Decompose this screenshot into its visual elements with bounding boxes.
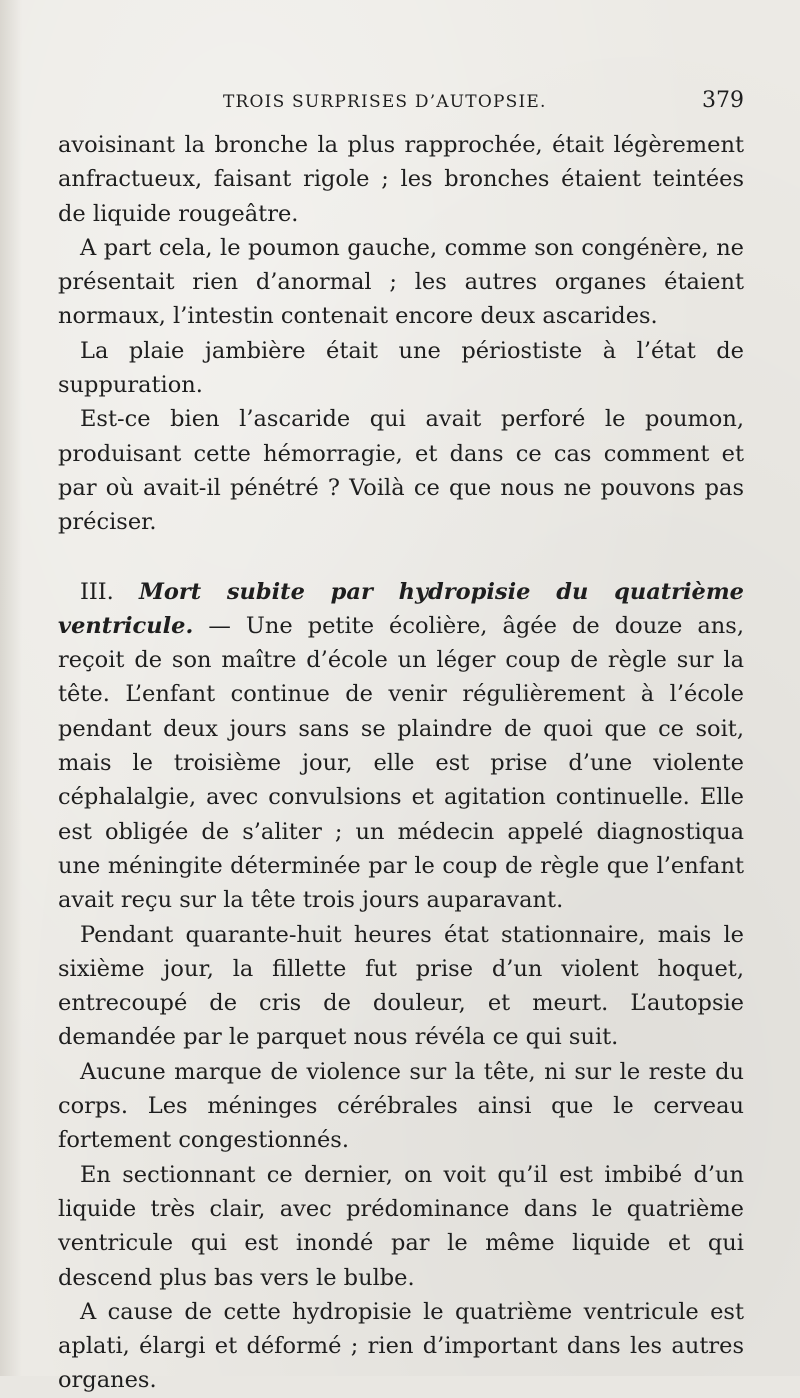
paragraph: Est-ce bien l’ascaride qui avait perforé le poumon, produisant cette hémorragie, et dans ce cas comment et par où avait-il pénétré ? Voilà ce que nous ne pouvons pas préciser.	[58, 406, 744, 536]
paragraph: La plaie jambière était une périostiste à l’état de suppuration.	[58, 337, 744, 399]
page-gutter-shadow	[0, 0, 22, 1376]
page-header	[58, 88, 744, 118]
section-paragraph	[58, 575, 744, 918]
section-numeral: III.	[80, 578, 114, 605]
page-number: 379	[702, 88, 744, 113]
section-intro-text: — Une petite écolière, âgée de douze ans, reçoit de son maître d’école un léger coup de règle sur la tête. L’enfant continue de venir régulièrement à l’école pendant deux jours sans se plaindre de quoi que ce soit, mais le troisième jour, elle est prise d’une violente céphalalgie, avec convulsions et agitation continuelle. Elle est obligée de s’aliter ; un médecin appelé diagnostiqua une méningite déterminée par le coup de règle que l’enfant avait reçu sur la tête trois jours auparavant.	[58, 612, 744, 914]
paragraph: Aucune marque de violence sur la tête, ni sur le reste du corps. Les méninges cérébrales ainsi que le cerveau fortement congestionnés.	[58, 1058, 744, 1154]
paragraph: En sectionnant ce dernier, on voit qu’il est imbibé d’un liquide très clair, avec prédominance dans le quatrième ventricule qui est inondé par le même liquide et qui descend plus bas vers le bulbe.	[58, 1161, 744, 1291]
paragraph: A part cela, le poumon gauche, comme son congénère, ne présentait rien d’anormal ; les autres organes étaient normaux, l’intestin contenait encore deux ascarides.	[58, 234, 744, 330]
body-text	[58, 128, 744, 1398]
section-title: Mort subite par hydropisie du quatrième ventricule.	[58, 578, 744, 639]
paragraph: Pendant quarante-huit heures état stationnaire, mais le sixième jour, la fillette fut prise d’un violent hoquet, entrecoupé de cris de douleur, et meurt. L’autopsie demandée par le parquet nous révéla ce qui suit.	[58, 921, 744, 1051]
paragraph: A cause de cette hydropisie le quatrième ventricule est aplati, élargi et déformé ; rien d’important dans les autres organes.	[58, 1298, 744, 1394]
running-title: TROIS SURPRISES D’AUTOPSIE.	[223, 92, 547, 112]
paragraph-continuation: avoisinant la bronche la plus rapprochée, était légèrement anfractueux, faisant rigole ; les bronches étaient teintées de liquide rougeâtre.	[58, 132, 744, 227]
